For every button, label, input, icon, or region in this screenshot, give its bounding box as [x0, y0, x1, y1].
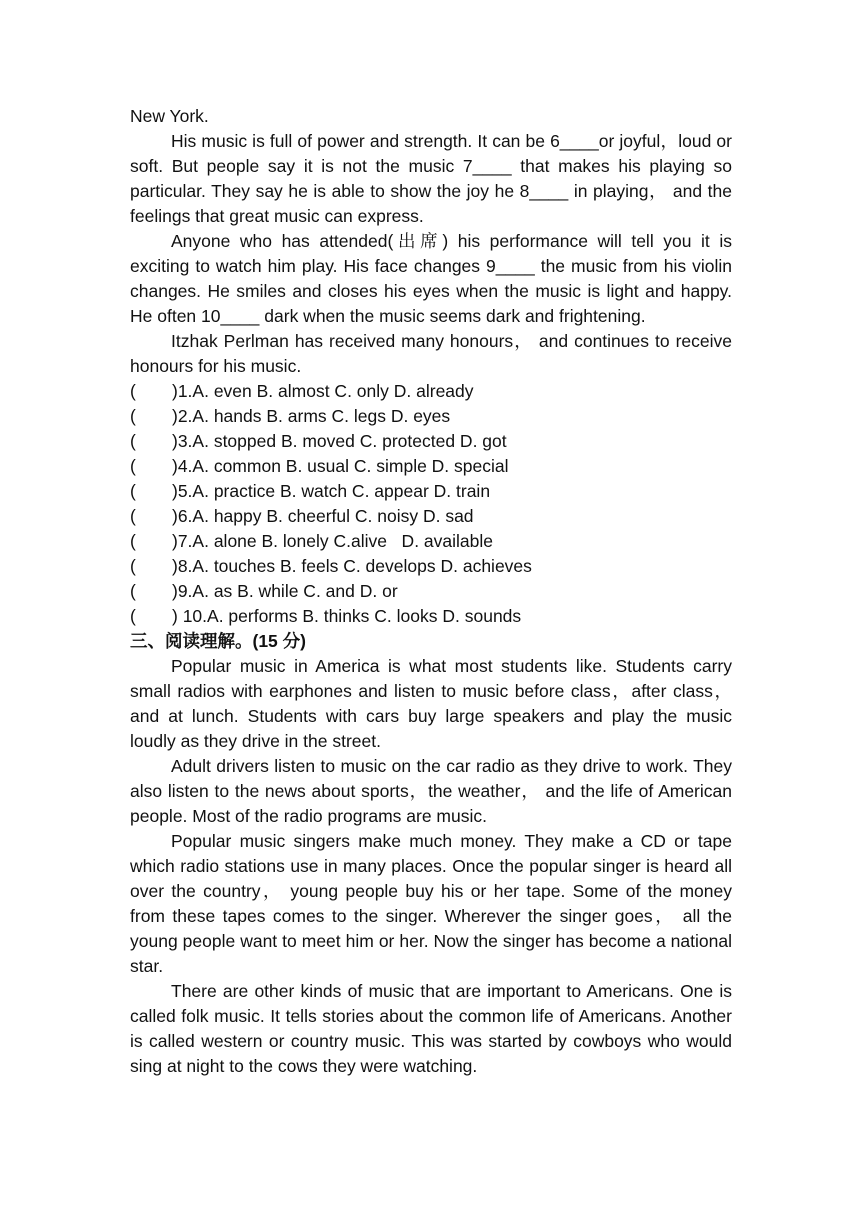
section-heading: 三、阅读理解。(15 分) — [130, 631, 306, 651]
question-text: )5.A. practice B. watch C. appear D. train — [172, 481, 491, 501]
reading-paragraph: There are other kinds of music that are important to Americans. One is called folk music. It tells stories about the common life of Americans. Another is called western or country music. This was started by cowboys who would sing at night to the cows they were watching. — [130, 981, 732, 1076]
question-text: )2.A. hands B. arms C. legs D. eyes — [172, 406, 451, 426]
question-text: ) 10.A. performs B. thinks C. looks D. sounds — [172, 606, 522, 626]
question-text: )4.A. common B. usual C. simple D. special — [172, 456, 509, 476]
answer-blank[interactable]: ( — [130, 606, 136, 626]
reading-paragraph: Popular music in America is what most students like. Students carry small radios with earphones and listen to music before class，after class，and at lunch. Students with cars buy large speakers and play the music loudly as they drive in the street. — [130, 656, 732, 751]
answer-blank[interactable]: ( — [130, 406, 136, 426]
passage-paragraph: His music is full of power and strength. It can be 6____or joyful，loud or soft. But people say it is not the music 7____ that makes his playing so particular. They say he is able to show the joy he 8____ in playing， and the feelings that great music can express. — [130, 131, 732, 226]
question-text: )8.A. touches B. feels C. develops D. achieves — [172, 556, 532, 576]
question-item — [130, 429, 732, 454]
question-text: )9.A. as B. while C. and D. or — [172, 581, 398, 601]
answer-blank[interactable]: ( — [130, 481, 136, 501]
answer-blank[interactable]: ( — [130, 556, 136, 576]
answer-blank[interactable]: ( — [130, 531, 136, 551]
question-item — [130, 504, 732, 529]
passage-paragraph: Anyone who has attended(出席) his performance will tell you it is exciting to watch him play. His face changes 9____ the music from his violin changes. He smiles and closes his eyes when the music is light and happy. He often 10____ dark when the music seems dark and frightening. — [130, 231, 732, 326]
passage-continuation: New York. — [130, 106, 209, 126]
reading-paragraph: Adult drivers listen to music on the car radio as they drive to work. They also listen to the news about sports，the weather， and the life of American people. Most of the radio programs are music. — [130, 756, 732, 826]
answer-blank[interactable]: ( — [130, 381, 136, 401]
answer-blank[interactable]: ( — [130, 456, 136, 476]
question-text: )3.A. stopped B. moved C. protected D. got — [172, 431, 507, 451]
question-item — [130, 479, 732, 504]
question-text: )1.A. even B. almost C. only D. already — [172, 381, 474, 401]
answer-blank[interactable]: ( — [130, 431, 136, 451]
answer-blank[interactable]: ( — [130, 581, 136, 601]
reading-paragraph: Popular music singers make much money. They make a CD or tape which radio stations use in many places. Once the popular singer is heard all over the country， young people buy his or her tape. Some of the money from these tapes comes to the singer. Wherever the singer goes， all the young people want to meet him or her. Now the singer has become a national star. — [130, 831, 732, 976]
question-text: )7.A. alone B. lonely C.alive D. available — [172, 531, 493, 551]
question-item — [130, 404, 732, 429]
question-text: )6.A. happy B. cheerful C. noisy D. sad — [172, 506, 474, 526]
question-item — [130, 554, 732, 579]
question-item — [130, 529, 732, 554]
passage-paragraph: Itzhak Perlman has received many honours， and continues to receive honours for his music. — [130, 331, 732, 376]
question-list — [130, 379, 732, 629]
question-item — [130, 604, 732, 629]
question-item — [130, 454, 732, 479]
document-page — [130, 104, 732, 1079]
answer-blank[interactable]: ( — [130, 506, 136, 526]
question-item — [130, 379, 732, 404]
question-item — [130, 579, 732, 604]
